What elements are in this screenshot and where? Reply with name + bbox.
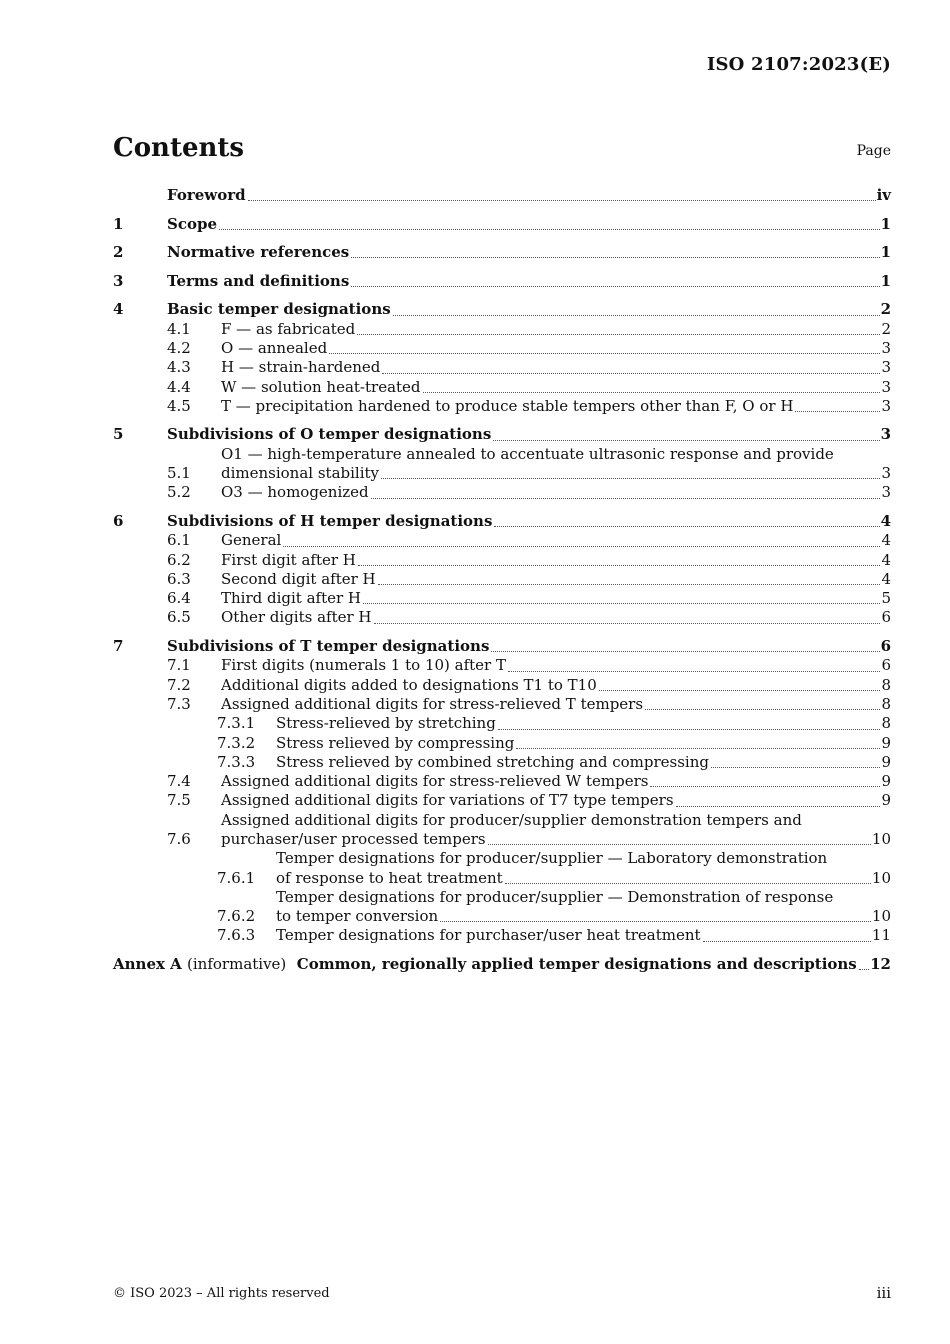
toc-entry[interactable] — [113, 215, 891, 234]
toc-entry-page: iv — [876, 186, 891, 204]
toc-leader-dots — [357, 333, 880, 335]
toc-entry-number: 7.3 — [167, 694, 191, 713]
toc-entry-number: 5 — [113, 425, 124, 444]
toc-entry[interactable] — [113, 512, 891, 531]
toc-entry-number: 7.3.1 — [217, 714, 256, 733]
toc-leader-dots — [493, 439, 879, 441]
toc-leader-dots — [599, 689, 881, 691]
toc-leader-dots — [382, 372, 880, 374]
toc-entry-title: Subdivisions of H temper designations — [167, 511, 493, 530]
toc-entry[interactable] — [113, 676, 891, 695]
toc-entry-number: 6.5 — [167, 608, 191, 627]
toc-entry[interactable] — [113, 378, 891, 397]
toc-leader-dots — [283, 545, 880, 547]
toc-leader-dots — [516, 747, 880, 749]
toc-entry-number: 7.6.2 — [217, 907, 256, 926]
toc-entry[interactable] — [113, 656, 891, 675]
toc-entry-number: 4.4 — [167, 377, 191, 396]
toc-entry[interactable] — [113, 714, 891, 733]
toc-entry-page: 4 — [880, 511, 891, 530]
toc-leader-dots — [363, 602, 880, 604]
toc-entry-page: 6 — [881, 608, 891, 627]
toc-leader-dots — [505, 882, 871, 884]
toc-entry[interactable] — [113, 695, 891, 714]
toc-entry-number: 7.2 — [167, 675, 191, 694]
toc-leader-dots — [498, 728, 881, 730]
toc-entry[interactable] — [113, 811, 891, 850]
toc-leader-dots — [859, 968, 869, 970]
toc-entry-title: General — [221, 531, 282, 550]
toc-entry-title-continued: to temper conversion — [276, 907, 439, 926]
toc-entry-page: 8 — [881, 675, 891, 694]
toc-leader-dots — [795, 410, 880, 412]
toc-entry[interactable] — [113, 425, 891, 444]
toc-entry-page: 10 — [871, 868, 891, 887]
toc-entry-number: 7.6.1 — [217, 868, 256, 887]
toc-entry-title: Additional digits added to designations T1 to T10 — [221, 675, 597, 694]
toc-entry-title: H — strain-hardened — [221, 358, 381, 377]
toc-entry-page: 11 — [871, 926, 891, 945]
toc-entry-title: Scope — [167, 214, 218, 233]
toc-leader-dots — [358, 564, 881, 566]
toc-entry-title-continued: dimensional stability — [221, 464, 380, 483]
toc-entry-number: 4 — [113, 300, 124, 319]
toc-entry-number: 7.6 — [167, 829, 191, 848]
toc-entry[interactable] — [113, 589, 891, 608]
toc-leader-dots — [494, 525, 879, 527]
toc-entry[interactable] — [113, 570, 891, 589]
toc-entry-number: 1 — [113, 214, 124, 233]
page-number: iii — [876, 1284, 891, 1302]
toc-entry-number: 7.1 — [167, 656, 191, 675]
toc-entry-title: Stress relieved by compressing — [276, 733, 515, 752]
toc-entry[interactable] — [113, 772, 891, 791]
toc-entry-title: Temper designations for producer/supplier — Laboratory demonstration — [276, 849, 828, 868]
toc-entry-page: 3 — [881, 396, 891, 415]
toc-entry[interactable] — [113, 849, 891, 888]
toc-entry-page: 3 — [881, 483, 891, 502]
toc-entry[interactable] — [113, 320, 891, 339]
toc-entry-page: 9 — [881, 791, 891, 810]
toc-entry-page: 1 — [880, 214, 891, 233]
toc-entry-title: First digit after H — [221, 550, 356, 569]
toc-entry-page: 2 — [880, 300, 891, 319]
toc-entry[interactable] — [113, 397, 891, 416]
toc-entry-number: 7 — [113, 637, 124, 656]
toc-entry-number: 4.1 — [167, 319, 191, 338]
toc-entry-number: 4.2 — [167, 338, 191, 357]
toc-entry-page: 9 — [881, 733, 891, 752]
toc-entry-page: 10 — [871, 907, 891, 926]
toc-entry-title-continued: purchaser/user processed tempers — [221, 829, 486, 848]
toc-entry-page: 8 — [881, 714, 891, 733]
toc-entry-number: 6.2 — [167, 550, 191, 569]
toc-entry-page: 10 — [871, 829, 891, 848]
toc-entry-page: 1 — [880, 243, 891, 262]
toc-entry-title: Stress-relieved by stretching — [276, 714, 496, 733]
toc-entry-page: 9 — [881, 772, 891, 791]
toc-entry-title: Subdivisions of T temper designations — [167, 637, 490, 656]
toc-entry-page: 4 — [881, 569, 891, 588]
toc-entry-number: 7.5 — [167, 791, 191, 810]
toc-leader-dots — [374, 622, 881, 624]
page-column-label: Page — [856, 143, 891, 159]
toc-entry-title: Temper designations for producer/supplier — Demonstration of response — [276, 887, 834, 906]
toc-entry-title: Basic temper designations — [167, 300, 391, 319]
toc-entry-title: O3 — homogenized — [221, 483, 369, 502]
toc-entry[interactable] — [113, 753, 891, 772]
toc-entry[interactable] — [113, 637, 891, 656]
toc-leader-dots — [381, 477, 880, 479]
toc-entry[interactable] — [113, 888, 891, 927]
toc-entry-title: Other digits after H — [221, 608, 372, 627]
toc-entry-number: 6.3 — [167, 569, 191, 588]
toc-entry-title: Assigned additional digits for stress-relieved W tempers — [221, 772, 649, 791]
document-code: ISO 2107:2023(E) — [706, 54, 891, 75]
toc-entry-page: 6 — [880, 637, 891, 656]
toc-entry-number: 3 — [113, 271, 124, 290]
toc-entry[interactable] — [113, 186, 891, 205]
toc-leader-dots — [351, 256, 879, 258]
toc-leader-dots — [423, 391, 881, 393]
toc-entry-title: W — solution heat-treated — [221, 377, 421, 396]
toc-entry-page: 4 — [881, 531, 891, 550]
toc-leader-dots — [351, 285, 879, 287]
toc-entry[interactable] — [113, 358, 891, 377]
toc-entry-page: 3 — [881, 464, 891, 483]
toc-entry-page: 2 — [881, 319, 891, 338]
toc-entry-number: 6.4 — [167, 589, 191, 608]
toc-entry-title: Temper designations for purchaser/user heat treatment — [276, 926, 701, 945]
toc-leader-dots — [488, 843, 871, 845]
toc-entry-title: O1 — high-temperature annealed to accentuate ultrasonic response and provide — [221, 444, 834, 463]
toc-entry-number: 7.4 — [167, 772, 191, 791]
toc-entry[interactable] — [113, 272, 891, 291]
toc-entry[interactable] — [113, 608, 891, 627]
toc-entry-page: 3 — [881, 358, 891, 377]
toc-entry-number: 6 — [113, 511, 124, 530]
toc-leader-dots — [378, 583, 881, 585]
toc-entry-number: 7.6.3 — [217, 926, 256, 945]
toc-entry-number: 4.3 — [167, 358, 191, 377]
toc-leader-dots — [329, 352, 880, 354]
toc-entry-number: 7.3.2 — [217, 733, 256, 752]
toc-entry-page: 3 — [881, 338, 891, 357]
toc-entry-page: 9 — [881, 752, 891, 771]
toc-entry-title: Stress relieved by combined stretching and compressing — [276, 752, 709, 771]
toc-entry[interactable] — [113, 551, 891, 570]
toc-entry-title: First digits (numerals 1 to 10) after T — [221, 656, 506, 675]
toc-entry-number: 7.3.3 — [217, 752, 256, 771]
toc-entry-page: 12 — [870, 955, 891, 974]
toc-leader-dots — [393, 314, 880, 316]
toc-entry[interactable] — [113, 339, 891, 358]
toc-entry-title: Second digit after H — [221, 569, 376, 588]
toc-leader-dots — [371, 497, 881, 499]
toc-leader-dots — [650, 785, 880, 787]
copyright-notice: © ISO 2023 – All rights reserved — [113, 1286, 330, 1301]
toc-entry-title: Common, regionally applied temper designations and descriptions — [296, 955, 857, 974]
toc-leader-dots — [508, 670, 880, 672]
toc-entry[interactable] — [113, 955, 891, 974]
toc-entry-title: Subdivisions of O temper designations — [167, 425, 492, 444]
toc-entry-number: 5.1 — [167, 464, 191, 483]
toc-entry-title: O — annealed — [221, 338, 328, 357]
toc-entry-title: Normative references — [167, 243, 350, 262]
toc-entry-title: F — as fabricated — [221, 319, 356, 338]
toc-leader-dots — [645, 708, 880, 710]
toc-entry-title: Third digit after H — [221, 589, 362, 608]
toc-entry-page: 6 — [881, 656, 891, 675]
toc-entry[interactable] — [113, 926, 891, 945]
toc-leader-dots — [248, 199, 876, 201]
toc-entry-page: 1 — [880, 271, 891, 290]
annex-label: Annex A — [113, 955, 182, 974]
page-title: Contents — [113, 133, 245, 163]
toc-entry[interactable] — [113, 243, 891, 262]
toc-entry[interactable] — [113, 445, 891, 484]
toc-entry-title: T — precipitation hardened to produce stable tempers other than F, O or H — [221, 396, 794, 415]
toc-entry-number: 6.1 — [167, 531, 191, 550]
toc-entry-number: 2 — [113, 243, 124, 262]
toc-entry-page: 4 — [881, 550, 891, 569]
annex-informative-tag: (informative) — [187, 955, 287, 974]
toc-leader-dots — [711, 766, 880, 768]
toc-entry-number: 4.5 — [167, 396, 191, 415]
toc-leader-dots — [440, 920, 871, 922]
toc-entry[interactable] — [113, 734, 891, 753]
toc-entry[interactable] — [113, 483, 891, 502]
toc-entry-title: Foreword — [167, 186, 246, 204]
toc-entry-number: 5.2 — [167, 483, 191, 502]
toc-leader-dots — [676, 805, 881, 807]
toc-entry[interactable] — [113, 300, 891, 319]
toc-leader-dots — [703, 940, 871, 942]
table-of-contents — [113, 186, 891, 974]
toc-entry-page: 5 — [881, 589, 891, 608]
toc-entry-page: 3 — [880, 425, 891, 444]
toc-entry-page: 8 — [881, 694, 891, 713]
toc-entry-title: Assigned additional digits for variations of T7 type tempers — [221, 791, 674, 810]
toc-entry-title: Terms and definitions — [167, 271, 350, 290]
toc-entry-title-continued: of response to heat treatment — [276, 868, 503, 887]
toc-entry-page: 3 — [881, 377, 891, 396]
toc-entry[interactable] — [113, 531, 891, 550]
toc-entry-title: Assigned additional digits for stress-relieved T tempers — [221, 694, 644, 713]
toc-entry-title: Assigned additional digits for producer/supplier demonstration tempers and — [221, 810, 802, 829]
toc-leader-dots — [219, 228, 880, 230]
toc-leader-dots — [491, 650, 879, 652]
toc-entry[interactable] — [113, 791, 891, 810]
